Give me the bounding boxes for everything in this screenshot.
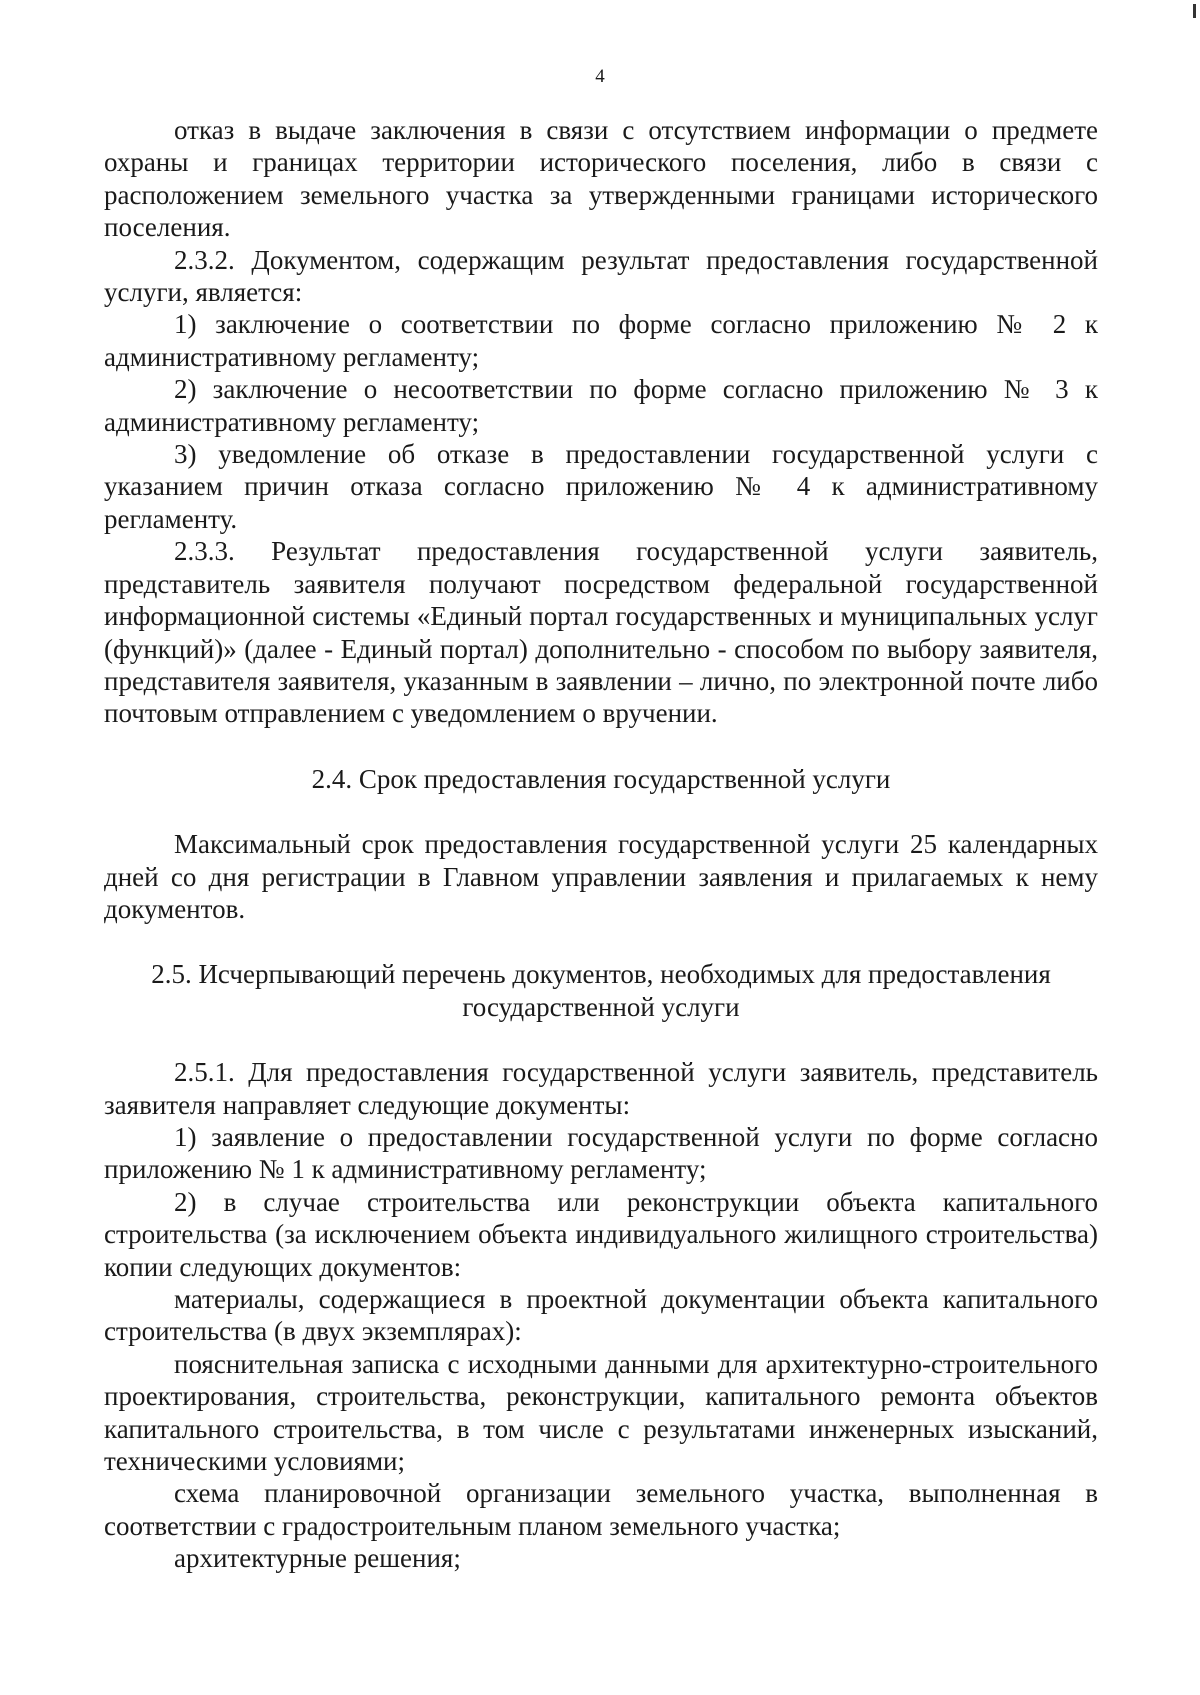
list-item-application: 1) заявление о предоставлении государственной услуги по форме согласно приложению № 1 к административному регламенту; <box>104 1121 1098 1185</box>
list-item-conformity-conclusion: 1) заключение о соответствии по форме согласно приложению № 2 к административному регламенту; <box>104 309 1098 372</box>
page-number: 4 <box>595 66 605 87</box>
paragraph-explanatory-note: пояснительная записка с исходными данными для архитектурно-строительного проектирования, строительства, реконструкции, капитального ремонта объектов капитального строительства, в том числе с результатами инженерных изысканий, техническими условиями; <box>104 1348 1098 1477</box>
paragraph-refusal-historic-settlement: отказ в выдаче заключения в связи с отсутствием информации о предмете охраны и границах территории исторического поселения, либо в связи с расположением земельного участка за утвержденными границами исторического поселения. <box>104 115 1098 243</box>
document-body <box>104 114 1098 1575</box>
spacer <box>104 1023 1098 1056</box>
paragraph-2-3-2: 2.3.2. Документом, содержащим результат предоставления государственной услуги, является: <box>104 244 1098 308</box>
spacer <box>104 795 1098 828</box>
paragraph-architectural-solutions: архитектурные решения; <box>174 1543 461 1574</box>
section-heading-2-5-line2: государственной услуги <box>462 991 740 1022</box>
paragraph-project-materials: материалы, содержащиеся в проектной документации объекта капитального строительства (в двух экземплярах): <box>104 1284 1098 1347</box>
section-heading-2-4: 2.4. Срок предоставления государственной услуги <box>311 763 891 794</box>
spacer <box>104 925 1098 958</box>
list-item-refusal-notice: 3) уведомление об отказе в предоставлении государственной услуги с указанием причин отказа согласно приложению № 4 к административному регламенту. <box>104 439 1098 534</box>
paragraph-2-5-1: 2.5.1. Для предоставления государственной услуги заявитель, представитель заявителя направляет следующие документы: <box>104 1057 1098 1120</box>
scan-artifact-mark <box>1193 4 1196 18</box>
paragraph-2-3-3: 2.3.3. Результат предоставления государственной услуги заявитель, представитель заявителя получают посредством федеральной государственной информационной системы «Единый портал государственных и муниципальных услуг (функций)» (далее - Единый портал) дополнительно - способом по выбору заявителя, представителя заявителя, указанным в заявлении – лично, по электронной почте либо почтовым отправлением с уведомлением о вручении. <box>104 536 1098 729</box>
section-heading-2-5-line1: 2.5. Исчерпывающий перечень документов, необходимых для предоставления <box>151 959 1051 990</box>
spacer <box>104 730 1098 763</box>
paragraph-max-term: Максимальный срок предоставления государственной услуги 25 календарных дней со дня регистрации в Главном управлении заявления и прилагаемых к нему документов. <box>104 829 1098 924</box>
list-item-nonconformity-conclusion: 2) заключение о несоответствии по форме согласно приложению № 3 к административному регламенту; <box>104 374 1098 437</box>
list-item-construction-copies: 2) в случае строительства или реконструкции объекта капитального строительства (за исключением объекта индивидуального жилищного строительства) копии следующих документов: <box>104 1186 1098 1282</box>
paragraph-site-plan-scheme: схема планировочной организации земельного участка, выполненная в соответствии с градостроительным планом земельного участка; <box>104 1478 1098 1541</box>
